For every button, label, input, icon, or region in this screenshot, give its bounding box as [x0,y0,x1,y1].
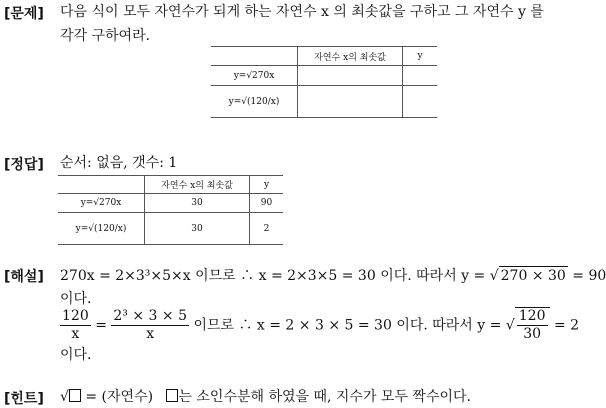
explanation-mid-2: 이므로 ∴ x = 2 × 3 × 5 = 30 이다. 따라서 y = [193,317,502,334]
answer-table-header-blank [58,176,145,194]
explanation-label: [해설] [4,269,44,285]
problem-table-min-x-2 [298,86,403,118]
answer-meta: 순서: 없음, 갯수: 1 [60,155,178,171]
hint-text-a: = (자연수) [85,389,154,405]
frac-1-numerator: 120 [62,308,89,324]
problem-table-formula-2: y=√(120/x) [211,86,298,118]
explanation-end-1: = 90 [572,268,606,284]
sqrt-symbol-icon-2: √ [505,317,515,334]
empty-box-icon-2 [166,389,178,402]
problem-label: [문제] [4,6,44,22]
frac-2-numerator: 2³ × 3 × 5 [113,308,187,324]
problem-table-y-2 [403,86,438,118]
answer-table-header-y: y [250,176,284,194]
explanation-frac-1 [60,308,91,343]
answer-table-y-1: 90 [250,194,284,213]
answer-table [58,175,283,245]
problem-table-formula-1: y=√270x [211,66,298,86]
frac-2-denominator: x [146,326,155,342]
sqrt-symbol-icon: √ [489,268,499,284]
answer-label: [정답] [4,157,44,173]
answer-table-min-x-1: 30 [145,194,250,213]
hint-line [60,388,471,406]
problem-table-y-1 [403,66,438,86]
answer-table-min-x-2: 30 [145,213,250,245]
explanation-frac-2 [111,308,189,343]
problem-table-header-blank [211,47,298,66]
explanation-eq-1: 270x = 2×3³×5×x [60,268,191,284]
hint-label: [힌트] [4,391,44,407]
sqrt-frac-numerator: 120 [518,308,546,324]
problem-table-min-x-1 [298,66,403,86]
frac-1-denominator: x [71,326,80,342]
explanation-mid-1: 이므로 ∴ x = 2×3×5 = 30 이다. 따라서 y = [195,268,486,284]
problem-line-2: 각각 구하여라. [60,28,151,44]
empty-box-icon [69,389,81,402]
explanation-line-1 [60,266,606,285]
answer-table-y-2: 2 [250,213,284,245]
explanation-line-2 [60,307,579,343]
explanation-tail-2: 이다. [60,347,92,363]
answer-table-formula-1: y=√270x [58,194,145,213]
hint-text-b: 는 소인수분해 하였을 때, 지수가 모두 짝수이다. [178,389,471,405]
explanation-sqrt-1: 270 × 30 [500,268,566,284]
equals-sign: = [95,317,107,334]
problem-line-1: 다음 식이 모두 자연수가 되게 하는 자연수 x 의 최솟값을 구하고 그 자연수 y 를 [60,4,544,20]
explanation-tail-1: 이다. [60,291,92,307]
explanation-sqrt-2 [515,307,550,343]
answer-table-header-min-x: 자연수 x의 최솟값 [145,176,250,194]
sqrt-symbol-icon-3: √ [60,389,69,405]
problem-table-header-min-x: 자연수 x의 최솟값 [298,47,403,66]
sqrt-frac-denominator: 30 [523,326,542,342]
explanation-end-2: = 2 [553,317,580,334]
problem-table [211,46,437,118]
answer-table-formula-2: y=√(120/x) [58,213,145,245]
problem-table-header-y: y [403,47,438,66]
